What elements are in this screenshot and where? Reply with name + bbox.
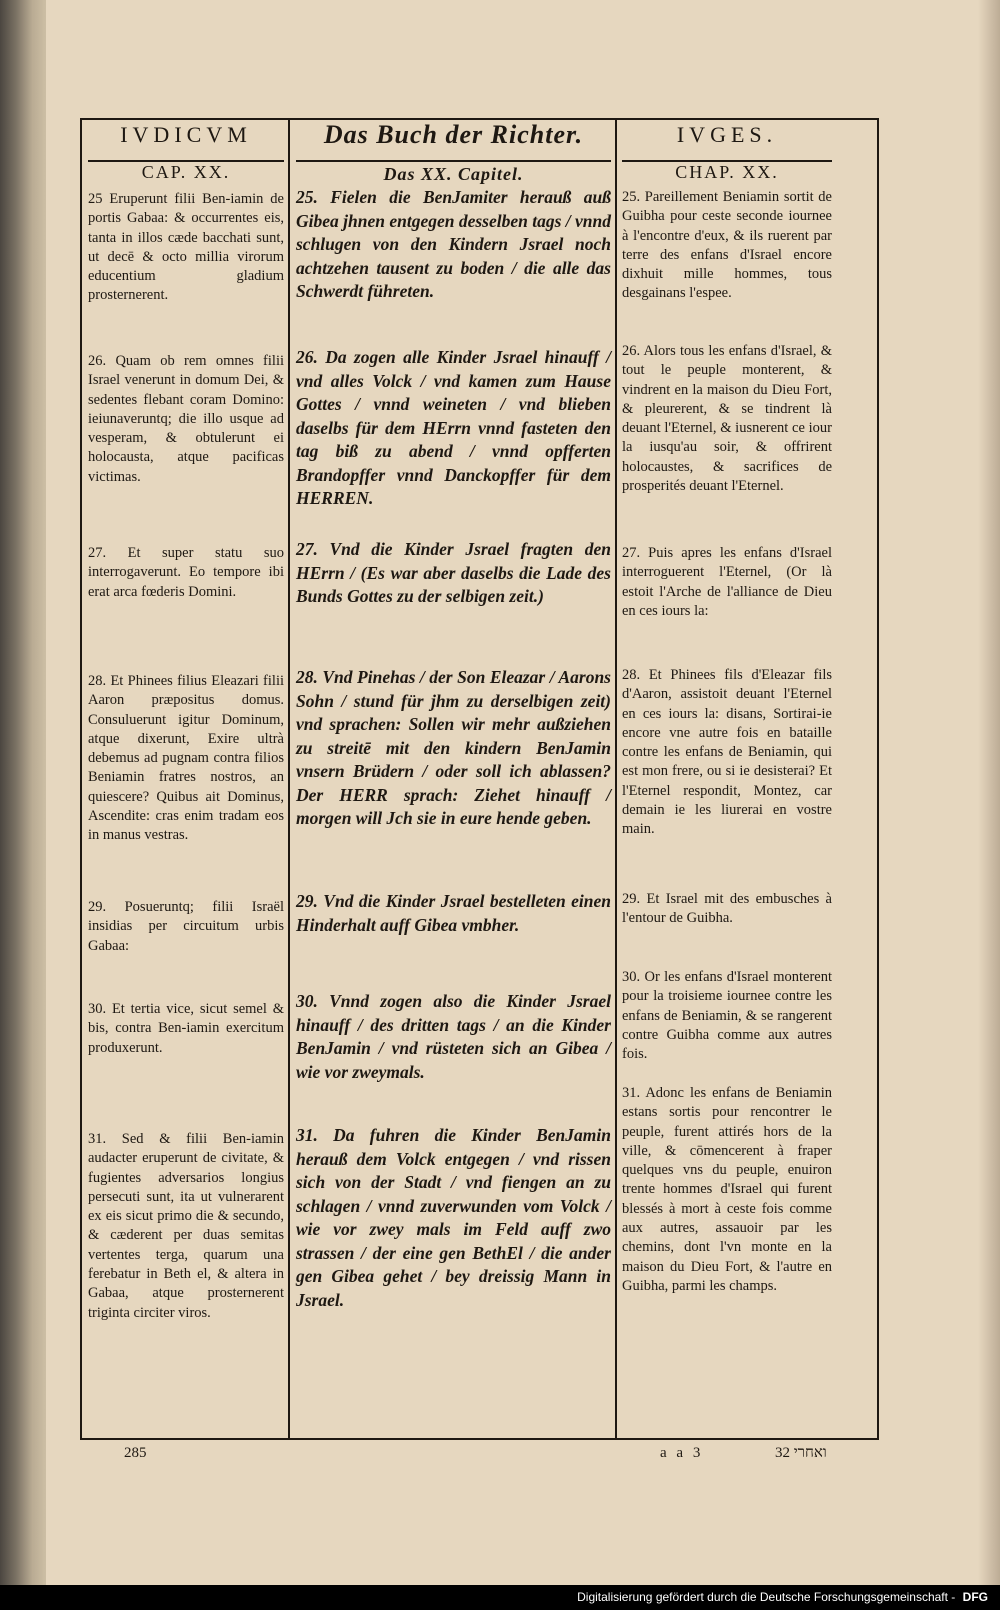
- german-column: [296, 120, 612, 1310]
- german-verse-30: 30. Vnnd zogen also die Kinder Jsrael hinauff / des dritten tags / an die Kinder BenJamin / vnd rüsteten sich an Gibea / wie vor zweymals.: [296, 991, 611, 1082]
- latin-chapter: CAP. XX.: [141, 162, 231, 182]
- catchword-hebrew: ואחרי 32: [775, 1445, 827, 1461]
- french-header-rule: [622, 160, 832, 162]
- german-verse-27: 27. Vnd die Kinder Jsrael fragten den HErrn / (Es war aber daselbs die Lade des Bunds Gottes zu der selbigen zeit.): [296, 539, 611, 606]
- french-header: IVGES.: [676, 122, 778, 147]
- latin-header-rule: [88, 160, 284, 162]
- german-verse-29: 29. Vnd die Kinder Jsrael bestelleten einen Hinderhalt auff Gibea vmbher.: [296, 891, 611, 935]
- french-chapter: CHAP. XX.: [675, 162, 779, 182]
- latin-verse-28: 28. Et Phinees filius Eleazari filii Aaron præpositus domus. Consuluerunt igitur Dominum, atque dixerunt, Exire ultrà debemus ad pugnam contra filios Beniamin fratres nostros, an quiescere? Quibus ait Dominus, Ascendite: cras enim tradam eos in manus vestras.: [88, 673, 284, 844]
- latin-header: IVDICVM: [120, 122, 252, 147]
- latin-verse-30: 30. Et tertia vice, sicut semel & bis, contra Ben-iamin exercitum produxerunt.: [88, 1001, 284, 1056]
- text-frame: [80, 118, 879, 1440]
- german-verse-31: 31. Da fuhren die Kinder BenJamin herauß dem Volck entgegen / vnd rissen sich von der Stadt / vnd fiengen an zu schlagen / vnnd zuverwunden vom Volck / wie vor zwey mals im Feld auff zwo strassen / der eine gen BethEl / die ander gen Gibea gehet / bey dreissig Mann in Jsrael.: [296, 1125, 611, 1310]
- german-header-rule: [296, 160, 611, 162]
- column-divider-left: [288, 120, 290, 1438]
- latin-column: [88, 120, 284, 1321]
- digitization-credit-bar: [0, 1585, 1000, 1610]
- french-column: [622, 120, 832, 1294]
- german-header: Das Buch der Richter.: [323, 120, 584, 149]
- french-verse-25: 25. Pareillement Beniamin sortit de Guibha pour ceste seconde iournee à l'encontre d'eux, & ils ruerent par terre des enfans d'Israel encore dixhuit mille hommes, tous desgainans l'espee.: [622, 189, 832, 302]
- signature-mark: a a 3: [660, 1445, 704, 1461]
- book-spine: [0, 0, 46, 1610]
- french-verse-29: 29. Et Israel mit des embusches à l'entour de Guibha.: [622, 891, 832, 927]
- page-number: 285: [124, 1445, 147, 1461]
- book-page: [46, 0, 1000, 1585]
- french-verse-31: 31. Adonc les enfans de Beniamin estans sortis pour rencontrer le peuple, furent attirés hors de la ville, & cōmencerent à fraper quelques vns du peuple, enuiron trente hommes d'Israel qui furent blessés à mort à ceste fois comme aux autres, assauoir par les chemins, dont l'vn monte en la maison du Dieu Fort, & l'autre en Guibha, parmi les champs.: [622, 1085, 832, 1294]
- french-verse-28: 28. Et Phinees fils d'Eleazar fils d'Aaron, assistoit deuant l'Eternel en ces iours la: disans, Sortirai-ie encore vne autre fois en bataille contre les enfans de Beniamin, qui est mon frere, ou si ie desisterai? Et l'Eternel respondit, Montez, car demain ie les liurerai en vostre main.: [622, 667, 832, 838]
- german-verse-25: 25. Fielen die BenJamiter herauß auß Gibea jhnen entgegen desselben tags / vnnd schlugen von den Kindern Jsrael noch achtzehen tausent zu boden / die alle das Schwerdt führeten.: [296, 187, 612, 301]
- german-chapter: Das XX. Capitel.: [383, 164, 524, 184]
- latin-verse-29: 29. Posueruntq; filii Israël insidias per circuitum urbis Gabaa:: [88, 899, 284, 954]
- column-divider-right: [615, 120, 617, 1438]
- latin-verse-27: 27. Et super statu suo interrogaverunt. Eo tempore ibi erat arca fœderis Domini.: [88, 545, 284, 600]
- latin-verse-25: 25 Eruperunt filii Ben-iamin de portis Gabaa: & occurrentes eis, tanta in illos cæde bacchati sunt, ut decē & octo millia virorum educentium gladium prosternerent.: [88, 191, 284, 304]
- credit-text: Digitalisierung gefördert durch die Deutsche Forschungsgemeinschaft -: [577, 1590, 956, 1604]
- dfg-logo: DFG: [962, 1590, 988, 1604]
- french-verse-27: 27. Puis apres les enfans d'Israel interroguerent l'Eternel, (Or là estoit l'Arche de l'alliance de Dieu en ces iours la:: [622, 545, 832, 619]
- french-verse-26: 26. Alors tous les enfans d'Israel, & tout le peuple monterent, & vindrent en la maison du Dieu Fort, & pleurerent, & se tindrent là deuant l'Eternel, & iusnerent ce iour la iusqu'au soir, & offrirent holocaustes, & sacrifices de prosperités deuant l'Eternel.: [622, 343, 832, 495]
- french-verse-30: 30. Or les enfans d'Israel monterent pour la troisieme iournee contre les enfans de Beniamin, & se rangerent contre Guibha comme aux autres fois.: [622, 969, 832, 1063]
- latin-verse-26: 26. Quam ob rem omnes filii Israel venerunt in domum Dei, & sedentes flebant coram Domino: ieiunaveruntq; die illo usque ad vesperam, & obtulerunt ei holocausta, atque pacificas victimas.: [88, 353, 284, 485]
- latin-verse-31: 31. Sed & filii Ben-iamin audacter eruperunt de civitate, & fugientes adversarios longius persecuti sunt, ita ut vulnerarent ex eis sicut primo die & secundo, & cæderent per duas semitas vertentes terga, quarum una ferebatur in Beth el, & altera in Gabaa, atque prosternerent triginta circiter viros.: [88, 1131, 284, 1321]
- german-verse-28: 28. Vnd Pinehas / der Son Eleazar / Aarons Sohn / stund für jhm zu derselbigen zeit) vnd sprachen: Sollen wir mehr außziehen zu streitē mit den kindern BenJamin vnsern Brüdern / oder soll ich ablassen? Der HERR sprach: Ziehet hinauff / morgen will Jch sie in eure hende geben.: [296, 667, 611, 828]
- german-verse-26: 26. Da zogen alle Kinder Jsrael hinauff / vnd alles Volck / vnd kamen zum Hause Gottes / vnnd weineten / vnd blieben daselbs für dem HErrn vnnd fasteten den tag biß zu abend / vnnd opfferten Brandopffer vnnd Danckopffer für dem HERREN.: [296, 347, 611, 508]
